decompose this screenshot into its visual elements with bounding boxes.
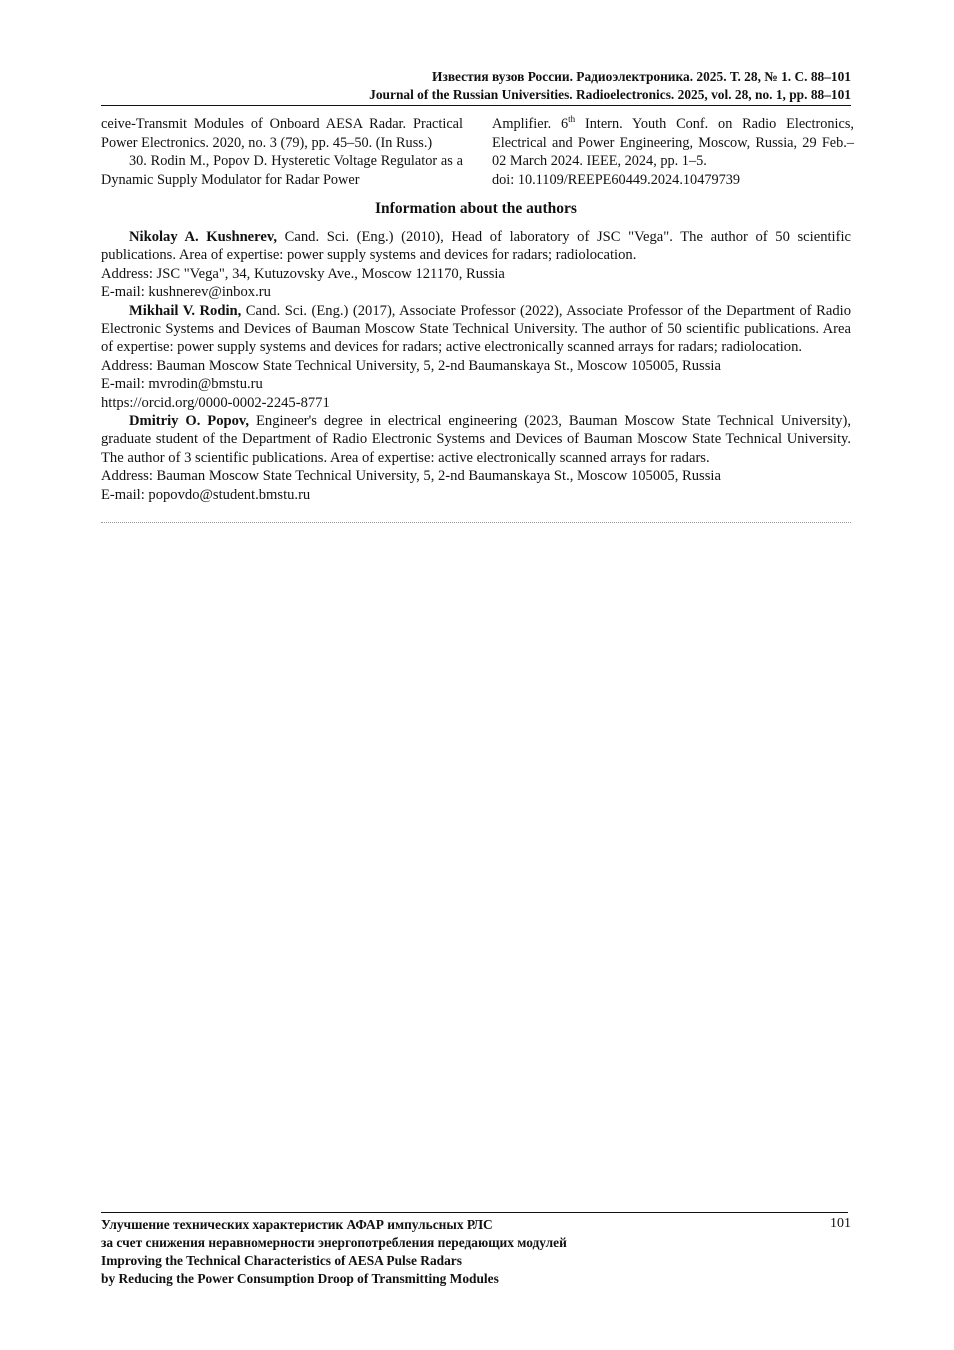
reference-30-continuation	[492, 115, 854, 171]
author-address: Address: Bauman Moscow State Technical University, 5, 2-nd Baumanskaya St., Moscow 105005, Russia	[101, 357, 721, 374]
author-address: Address: JSC "Vega", 34, Kutuzovsky Ave., Moscow 121170, Russia	[101, 265, 505, 282]
running-header	[369, 68, 851, 104]
author-email: E-mail: mvrodin@bmstu.ru	[101, 376, 263, 393]
author-name: Nikolay A. Kushnerev,	[129, 229, 277, 245]
footer-title-ru-1: Улучшение технических характеристик АФАР импульсных РЛС	[101, 1217, 493, 1232]
author-bio-text: Engineer's degree in electrical engineering (2023, Bauman Moscow State Technical University), graduate student of the Department of Radio Electronic Systems and Devices of Bauman Moscow State Technical University. The author of 3 scientific publications. Area of expertise: active electronically scanned arrays for radars.	[101, 413, 851, 466]
author-bio	[101, 228, 851, 265]
footer-title-en-1: Improving the Technical Characteristics of AESA Pulse Radars	[101, 1253, 462, 1268]
dotted-separator	[101, 522, 851, 523]
footer-title-ru-2: за счет снижения неравномерности энергопотребления передающих модулей	[101, 1235, 567, 1250]
references-left-column	[101, 115, 463, 189]
footer-title-en-2: by Reducing the Power Consumption Droop of Transmitting Modules	[101, 1271, 499, 1286]
section-title: Information about the authors	[375, 200, 577, 217]
reference-30-text-b: Intern. Youth Conf. on Radio Electronics, Electrical and Power Engineering, Moscow, Russia, 29 Feb.–02 March 2024. IEEE, 2024, pp. 1–5.	[492, 116, 854, 169]
author-name: Dmitriy O. Popov,	[129, 413, 250, 430]
reference-30-text-a: Amplifier. 6	[492, 116, 569, 132]
header-line-ru: Известия вузов России. Радиоэлектроника. 2025. Т. 28, № 1. С. 88–101	[432, 69, 851, 84]
author-bio	[101, 412, 851, 467]
reference-30: 30. Rodin M., Popov D. Hysteretic Voltage Regulator as a Dynamic Supply Modulator for Radar Power	[101, 153, 463, 188]
page-number: 101	[830, 1216, 851, 1231]
running-footer	[101, 1216, 567, 1288]
author-orcid: https://orcid.org/0000-0002-2245-8771	[101, 394, 330, 411]
footer-rule	[101, 1212, 848, 1213]
author-bio	[101, 302, 851, 357]
header-line-en: Journal of the Russian Universities. Radioelectronics. 2025, vol. 28, no. 1, pp. 88–101	[369, 87, 851, 102]
references-right-column	[492, 115, 854, 189]
author-email: E-mail: kushnerev@inbox.ru	[101, 284, 271, 301]
author-address: Address: Bauman Moscow State Technical University, 5, 2-nd Baumanskaya St., Moscow 105005, Russia	[101, 468, 721, 485]
author-email: E-mail: popovdo@student.bmstu.ru	[101, 486, 311, 503]
reference-continuation: ceive-Transmit Modules of Onboard AESA Radar. Practical Power Electronics. 2020, no. 3 (79), pp. 45–50. (In Russ.)	[101, 116, 463, 151]
author-bio-text: Cand. Sci. (Eng.) (2010), Head of laboratory of JSC "Vega". The author of 50 scientific publications. Area of expertise: power supply systems and devices for radars; radiolocation.	[101, 229, 851, 264]
author-bio-text: Cand. Sci. (Eng.) (2017), Associate Professor (2022), Associate Professor of the Department of Radio Electronic Systems and Devices of Bauman Moscow State Technical University. The author of 50 scientific publications. Area of expertise: power supply systems and devices for radars; active electronically scanned arrays for radars; radiolocation.	[101, 302, 851, 356]
ordinal-superscript: th	[568, 114, 576, 125]
reference-30-doi: doi: 10.1109/REEPE60449.2024.10479739	[492, 171, 741, 188]
author-name: Mikhail V. Rodin,	[129, 302, 242, 319]
header-rule	[101, 105, 851, 106]
authors-section	[101, 228, 851, 504]
